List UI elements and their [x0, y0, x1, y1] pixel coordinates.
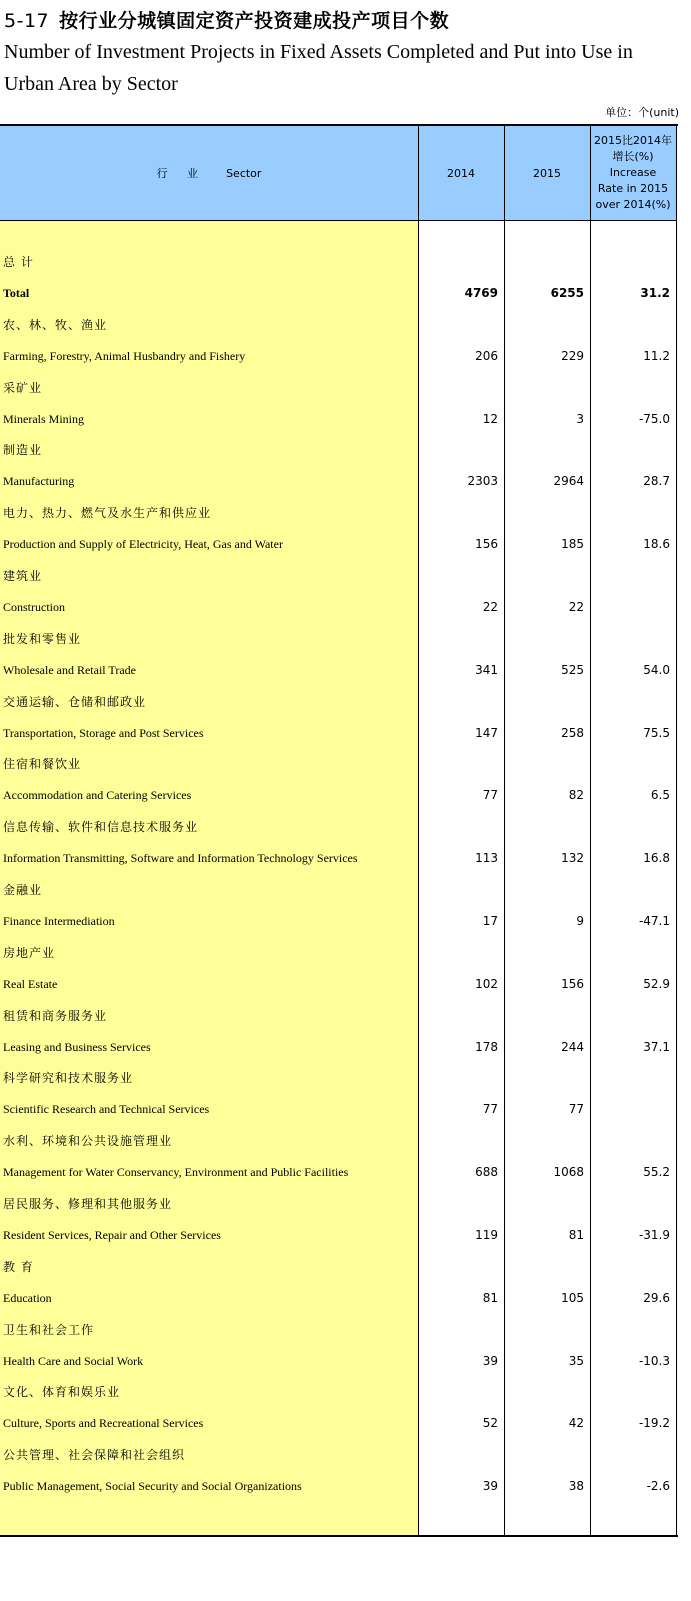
sector-name-cn: 房地产业	[3, 945, 56, 960]
header-rate-line: 增长(%)	[612, 150, 654, 163]
value-rate: 11.2	[643, 348, 670, 363]
sector-name-cn: 水利、环境和公共设施管理业	[3, 1134, 173, 1149]
value-2014: 688	[475, 1165, 498, 1180]
sector-name-en: Minerals Mining	[3, 411, 84, 426]
header-sector-en: Sector	[226, 166, 262, 180]
value-rate: 6.5	[650, 788, 670, 803]
sector-name-en: Wholesale and Retail Trade	[3, 662, 136, 677]
value-rate: -10.3	[638, 1353, 670, 1368]
sector-name-en: Total	[3, 286, 30, 300]
sector-name-cn: 居民服务、修理和其他服务业	[3, 1196, 173, 1211]
value-rate: 18.6	[643, 537, 670, 552]
sector-name-cn: 金融业	[3, 882, 43, 897]
value-2014: 12	[482, 411, 498, 426]
value-2014: 102	[475, 976, 498, 991]
header-rate-line: 2015比2014年	[594, 134, 672, 147]
table-number: 5-17	[4, 10, 50, 32]
value-rate: -47.1	[638, 913, 670, 928]
table-row	[0, 379, 676, 442]
header-rate-line: Increase	[609, 166, 657, 179]
column-divider	[676, 126, 677, 1535]
value-2015: 77	[568, 1102, 584, 1117]
table-row	[0, 1069, 676, 1132]
value-2014: 119	[475, 1227, 498, 1242]
sector-name-cn: 采矿业	[3, 380, 43, 395]
page-title-en: Number of Investment Projects in Fixed Assets Completed and Put into Use in Urban Area by Sector	[4, 41, 633, 95]
table-row	[0, 316, 676, 379]
table-row	[0, 1132, 676, 1195]
value-2014: 178	[475, 1039, 498, 1054]
sector-name-en: Farming, Forestry, Animal Husbandry and Fishery	[3, 348, 246, 363]
table-row	[0, 818, 676, 881]
value-rate: 55.2	[643, 1165, 670, 1180]
value-2014: 341	[475, 662, 498, 677]
sector-name-en: Transportation, Storage and Post Services	[3, 725, 204, 740]
value-2014: 22	[482, 599, 498, 614]
table-row	[0, 1195, 676, 1258]
value-2014: 77	[482, 1102, 498, 1117]
value-2014: 77	[482, 788, 498, 803]
value-rate: -31.9	[638, 1227, 670, 1242]
value-2014: 4769	[464, 286, 498, 300]
value-2015: 82	[568, 788, 584, 803]
value-rate: 37.1	[643, 1039, 670, 1054]
sector-name-en: Finance Intermediation	[3, 913, 115, 928]
sector-name-en: Construction	[3, 599, 65, 614]
sector-name-en: Health Care and Social Work	[3, 1353, 144, 1368]
unit-label: 单位：个(unit)	[605, 106, 679, 119]
value-rate: 52.9	[643, 976, 670, 991]
value-2014: 81	[482, 1290, 498, 1305]
sector-name-en: Production and Supply of Electricity, Heat, Gas and Water	[3, 537, 283, 552]
table-row	[0, 630, 676, 693]
sector-name-cn: 文化、体育和娱乐业	[3, 1385, 121, 1400]
sector-name-en: Public Management, Social Security and Social Organizations	[3, 1479, 302, 1494]
sector-name-cn: 信息传输、软件和信息技术服务业	[3, 820, 199, 835]
table-header	[0, 126, 676, 221]
header-rate-line: Rate in 2015	[597, 182, 669, 195]
value-2015: 185	[561, 537, 584, 552]
value-2015: 132	[561, 851, 584, 866]
sector-name-cn: 批发和零售业	[3, 631, 82, 646]
table-row	[0, 1007, 676, 1070]
value-2015: 229	[561, 348, 584, 363]
value-2014: 2303	[467, 474, 498, 489]
table-row	[0, 1258, 676, 1321]
sector-name-en: Leasing and Business Services	[3, 1039, 151, 1054]
value-2015: 2964	[553, 474, 584, 489]
header-sector	[0, 126, 418, 220]
value-2015: 6255	[550, 286, 584, 300]
sector-name-cn: 公共管理、社会保障和社会组织	[3, 1448, 186, 1463]
sector-name-en: Information Transmitting, Software and Information Technology Services	[3, 851, 358, 866]
table-body	[0, 253, 676, 1509]
value-2015: 3	[576, 411, 584, 426]
value-rate: 16.8	[643, 851, 670, 866]
value-rate: 29.6	[643, 1290, 670, 1305]
sector-name-en: Scientific Research and Technical Services	[3, 1102, 210, 1117]
sector-name-cn: 教 育	[3, 1259, 34, 1274]
page-title-cn	[4, 6, 449, 33]
value-rate: -2.6	[646, 1479, 670, 1494]
data-table	[0, 124, 678, 1537]
value-2015: 9	[576, 913, 584, 928]
table-row	[0, 881, 676, 944]
sector-name-cn: 电力、热力、燃气及水生产和供应业	[3, 506, 212, 521]
value-2014: 39	[482, 1353, 498, 1368]
sector-name-cn: 制造业	[3, 443, 43, 458]
sector-name-en: Culture, Sports and Recreational Services	[3, 1416, 204, 1431]
sector-name-en: Resident Services, Repair and Other Services	[3, 1227, 221, 1242]
sector-name-cn: 交通运输、仓储和邮政业	[3, 694, 147, 709]
value-rate: 28.7	[643, 474, 670, 489]
value-2015: 156	[561, 976, 584, 991]
sector-name-en: Manufacturing	[3, 474, 75, 489]
header-rate	[590, 126, 676, 220]
sector-name-cn: 农、林、牧、渔业	[3, 317, 108, 332]
header-2014: 2014	[447, 166, 475, 180]
value-rate: 54.0	[643, 662, 670, 677]
sector-name-cn: 租赁和商务服务业	[3, 1008, 108, 1023]
header-sector-cn: 行 业	[156, 167, 207, 180]
table-row	[0, 441, 676, 504]
value-2014: 52	[482, 1416, 498, 1431]
sector-name-cn: 总 计	[3, 255, 34, 269]
sector-name-en: Education	[3, 1290, 52, 1305]
header-rate-line: over 2014(%)	[595, 198, 671, 211]
table-row	[0, 693, 676, 756]
value-2015: 81	[568, 1227, 584, 1242]
value-2015: 38	[568, 1479, 584, 1494]
sector-name-en: Management for Water Conservancy, Environment and Public Facilities	[3, 1165, 349, 1180]
table-row	[0, 253, 676, 316]
value-rate: 31.2	[640, 286, 670, 300]
value-rate: -19.2	[638, 1416, 670, 1431]
table-row	[0, 944, 676, 1007]
table-row	[0, 1321, 676, 1384]
value-2014: 156	[475, 537, 498, 552]
table-row	[0, 1446, 676, 1509]
value-2015: 244	[561, 1039, 584, 1054]
value-2014: 113	[475, 851, 498, 866]
value-2014: 147	[475, 725, 498, 740]
sector-name-cn: 住宿和餐饮业	[3, 757, 82, 772]
table-row	[0, 504, 676, 567]
value-2014: 17	[482, 913, 498, 928]
sector-name-cn: 建筑业	[3, 568, 43, 583]
value-2015: 1068	[553, 1165, 584, 1180]
value-2014: 206	[475, 348, 498, 363]
table-row	[0, 755, 676, 818]
value-2015: 258	[561, 725, 584, 740]
sector-name-cn: 卫生和社会工作	[3, 1322, 95, 1337]
value-rate: 75.5	[643, 725, 670, 740]
header-2015: 2015	[533, 166, 561, 180]
table-row	[0, 567, 676, 630]
sector-name-en: Accommodation and Catering Services	[3, 788, 192, 803]
value-2014: 39	[482, 1479, 498, 1494]
sector-name-cn: 科学研究和技术服务业	[3, 1071, 134, 1086]
value-2015: 105	[561, 1290, 584, 1305]
table-row	[0, 1383, 676, 1446]
title-cn-text: 按行业分城镇固定资产投资建成投产项目个数	[59, 10, 450, 32]
value-2015: 22	[568, 599, 584, 614]
value-2015: 42	[568, 1416, 584, 1431]
value-rate: -75.0	[638, 411, 670, 426]
value-2015: 525	[561, 662, 584, 677]
value-2015: 35	[568, 1353, 584, 1368]
sector-name-en: Real Estate	[3, 976, 58, 991]
